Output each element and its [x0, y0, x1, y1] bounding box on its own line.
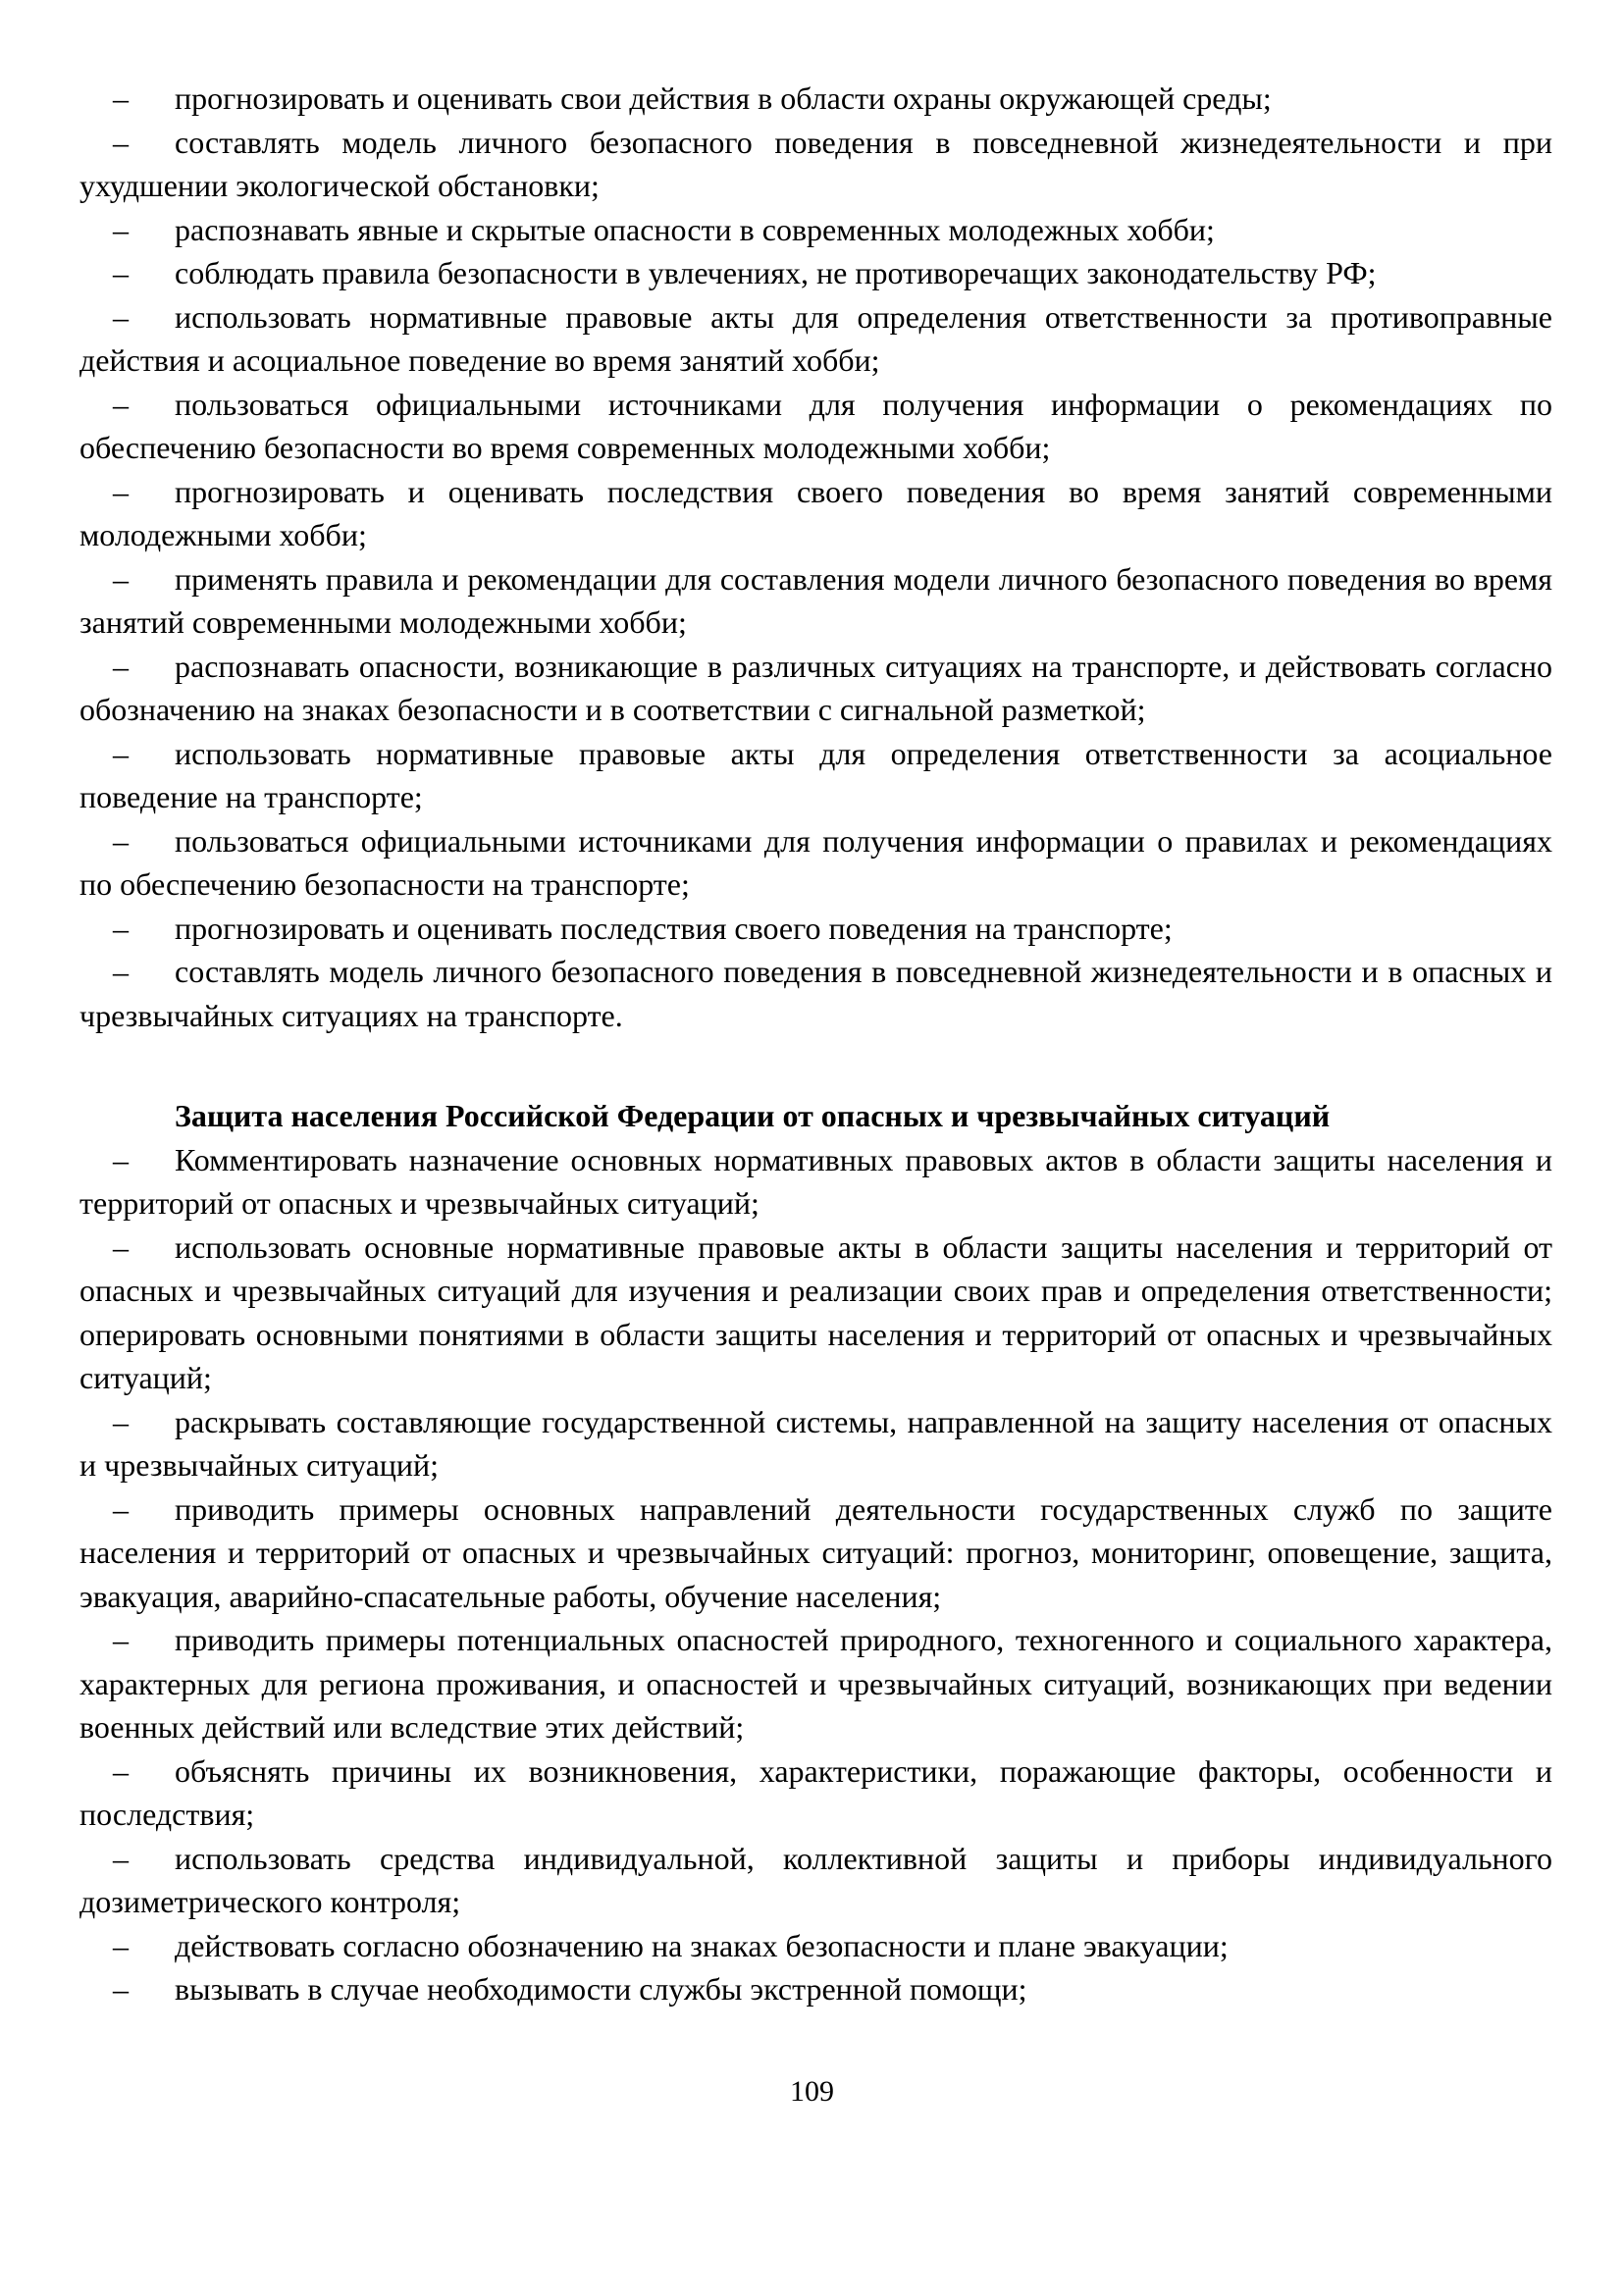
list-item-text: раскрывать составляющие государственной системы, направленной на защиту населения от опасных и чрезвычайных ситуаций; [79, 1403, 1552, 1483]
list-item [79, 295, 1552, 383]
list-item-text: распознавать опасности, возникающие в различных ситуациях на транспорте, и действовать согласно обозначению на знаках безопасности и в соответствии с сигнальной разметкой; [79, 648, 1552, 727]
list-item-text: составлять модель личного безопасного поведения в повседневной жизнедеятельности и при ухудшении экологической обстановки; [79, 124, 1552, 203]
dash-marker: – [113, 1141, 129, 1177]
list-item [79, 557, 1552, 645]
section-heading: Защита населения Российской Федерации от опасных и чрезвычайных ситуаций [175, 1098, 1331, 1133]
dash-marker: – [113, 1490, 129, 1527]
list-item [79, 1618, 1552, 1749]
list-item [79, 1749, 1552, 1837]
list-item [79, 1924, 1552, 1968]
list-item-text: использовать нормативные правовые акты для определения ответственности за противоправные действия и асоциальное поведение во время занятий хобби; [79, 298, 1552, 378]
list-item [79, 1837, 1552, 1924]
dash-marker: – [113, 735, 129, 771]
list-item-text: применять правила и рекомендации для составления модели личного безопасного поведения во время занятий современными молодежными хобби; [79, 560, 1552, 640]
page-content [79, 77, 1552, 2011]
dash-marker: – [113, 124, 129, 160]
dash-marker: – [113, 298, 129, 335]
list-item [79, 1967, 1552, 2011]
list-item [79, 251, 1552, 295]
dash-marker: – [113, 1228, 129, 1265]
list-item-text: соблюдать правила безопасности в увлечениях, не противоречащих законодательству РФ; [175, 255, 1377, 290]
list-item [79, 732, 1552, 819]
list-item [79, 645, 1552, 732]
list-item [79, 1226, 1552, 1400]
dash-marker: – [113, 255, 129, 290]
dash-marker: – [113, 1403, 129, 1439]
dash-marker: – [113, 80, 129, 116]
dash-marker: – [113, 1971, 129, 2007]
bullet-list-top [79, 77, 1552, 1037]
dash-marker: – [113, 1927, 129, 1963]
list-item [79, 819, 1552, 907]
list-item [79, 950, 1552, 1037]
list-item-text: пользоваться официальными источниками для получения информации о рекомендациях по обеспечению безопасности во время современных молодежными хобби; [79, 386, 1552, 465]
list-item [79, 121, 1552, 208]
list-item [79, 907, 1552, 951]
list-item-text: прогнозировать и оценивать свои действия в области охраны окружающей среды; [175, 80, 1272, 116]
list-item-text: пользоваться официальными источниками для получения информации о правилах и рекомендациях по обеспечению безопасности на транспорте; [79, 822, 1552, 902]
dash-marker: – [113, 560, 129, 597]
list-item [79, 208, 1552, 252]
list-item [79, 77, 1552, 121]
list-item-text: использовать средства индивидуальной, коллективной защиты и приборы индивидуального дозиметрического контроля; [79, 1840, 1552, 1919]
list-item-text: составлять модель личного безопасного поведения в повседневной жизнедеятельности и в опасных и чрезвычайных ситуациях на транспорте. [79, 954, 1552, 1033]
dash-marker: – [113, 473, 129, 509]
dash-marker: – [113, 386, 129, 422]
dash-marker: – [113, 1840, 129, 1876]
list-item-text: вызывать в случае необходимости службы экстренной помощи; [175, 1971, 1027, 2007]
list-item-text: приводить примеры основных направлений деятельности государственных служб по защите населения и территорий от опасных и чрезвычайных ситуаций: прогноз, мониторинг, оповещение, защита, эвакуация, аварийно-спасательные работы, обучение населения; [79, 1490, 1552, 1614]
list-item-text: Комментировать назначение основных нормативных правовых актов в области защиты населения и территорий от опасных и чрезвычайных ситуаций; [79, 1141, 1552, 1221]
list-item-text: распознавать явные и скрытые опасности в современных молодежных хобби; [175, 211, 1215, 247]
list-item-text: использовать основные нормативные правовые акты в области защиты населения и территорий от опасных и чрезвычайных ситуаций для изучения и реализации своих прав и определения ответственности; оперировать основными понятиями в области защиты населения и территорий от опасных и чрезвычайных ситуаций; [79, 1228, 1552, 1395]
dash-marker: – [113, 954, 129, 989]
list-item-text: прогнозировать и оценивать последствия своего поведения на транспорте; [175, 910, 1173, 946]
list-item-text: объяснять причины их возникновения, характеристики, поражающие факторы, особенности и последствия; [79, 1752, 1552, 1832]
list-item [79, 383, 1552, 470]
bullet-list-bottom [79, 1138, 1552, 2011]
dash-marker: – [113, 648, 129, 684]
dash-marker: – [113, 211, 129, 247]
list-item-text: прогнозировать и оценивать последствия своего поведения во время занятий современными молодежными хобби; [79, 473, 1552, 552]
section-spacer [79, 1037, 1552, 1094]
page-number: 109 [790, 2075, 834, 2108]
list-item [79, 470, 1552, 557]
list-item-text: использовать нормативные правовые акты для определения ответственности за асоциальное поведение на транспорте; [79, 735, 1552, 814]
dash-marker: – [113, 1622, 129, 1657]
dash-marker: – [113, 822, 129, 859]
dash-marker: – [113, 1752, 129, 1789]
dash-marker: – [113, 910, 129, 946]
list-item-text: действовать согласно обозначению на знаках безопасности и плане эвакуации; [175, 1927, 1229, 1963]
list-item [79, 1400, 1552, 1487]
list-item [79, 1487, 1552, 1619]
list-item [79, 1138, 1552, 1226]
list-item-text: приводить примеры потенциальных опасностей природного, техногенного и социального характера, характерных для региона проживания, и опасностей и чрезвычайных ситуаций, возникающих при ведении военных действий или вследствие этих действий; [79, 1622, 1552, 1745]
